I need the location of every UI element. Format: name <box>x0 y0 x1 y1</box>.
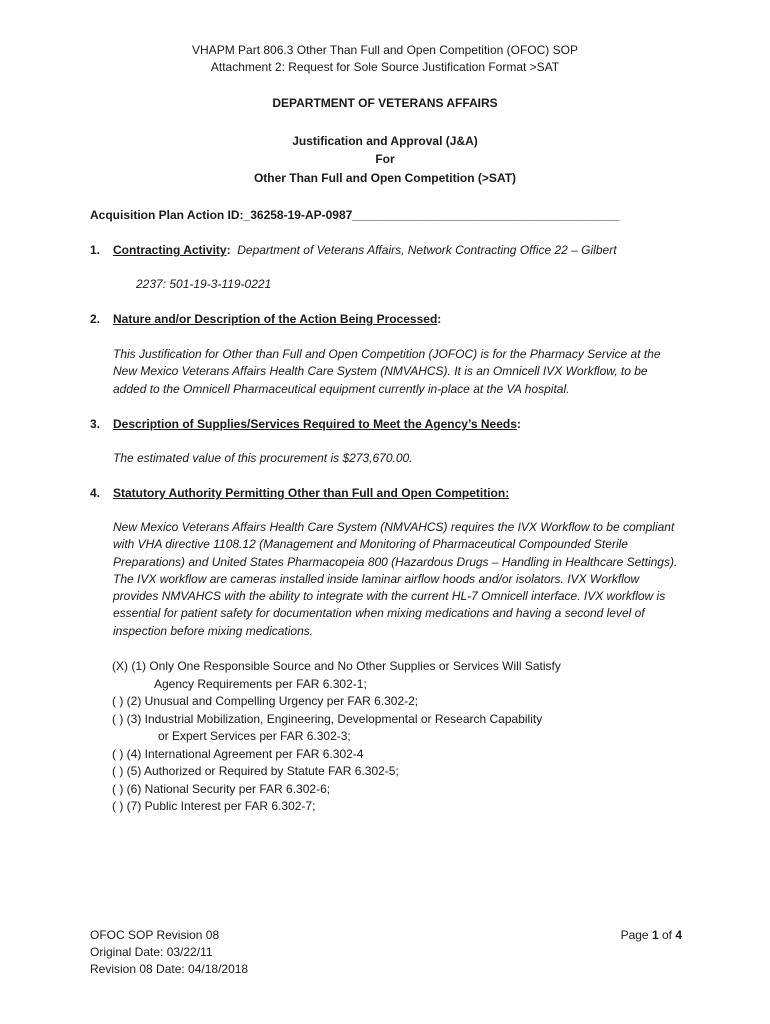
acquisition-label: Acquisition Plan Action ID:_36258-19-AP-0987 <box>90 208 353 222</box>
header-line-1: VHAPM Part 806.3 Other Than Full and Open Competition (OFOC) SOP <box>192 43 578 57</box>
authority-option-2: ( ) (2) Unusual and Compelling Urgency per FAR 6.302-2; <box>112 694 419 708</box>
acquisition-blank: ________________________________________ <box>352 208 620 222</box>
authority-option-7: ( ) (7) Public Interest per FAR 6.302-7; <box>112 799 316 813</box>
department-heading: DEPARTMENT OF VETERANS AFFAIRS <box>272 96 498 110</box>
page-current: 1 <box>651 928 659 942</box>
authority-option-3-continued: or Expert Services per FAR 6.302-3; <box>158 729 351 743</box>
header-line-2: Attachment 2: Request for Sole Source Justification Format >SAT <box>210 60 560 74</box>
title-line-2: For <box>375 152 395 166</box>
section-1-text-continued: 2237: 501-19-3-119-0221 <box>136 277 272 291</box>
section-2-number: 2. <box>90 312 101 326</box>
page-total: 4 <box>675 928 682 942</box>
authority-option-6: ( ) (6) National Security per FAR 6.302-6; <box>112 782 331 796</box>
section-2-text: This Justification for Other than Full and Open Competition (JOFOC) is for the Pharmacy Service at the New Mexico Veterans Affairs Health Care System (NMVAHCS). It is an Omnicell IVX Workflow, to be added to the Omnicell Pharmaceutical equipment currently in-place at the VA hospital. <box>113 347 661 396</box>
section-1-text: Department of Veterans Affairs, Network Contracting Office 22 – Gilbert <box>237 243 617 257</box>
section-3-heading-text: Description of Supplies/Services Required to Meet the Agency’s Needs <box>113 417 517 431</box>
section-4-text: New Mexico Veterans Affairs Health Care System (NMVAHCS) requires the IVX Workflow to be compliant with VHA directive 1108.12 (Management and Monitoring of Pharmaceutical Compounded Sterile Preparations) and United States Pharmacopeia 800 (Hazardous Drugs – Handling in Healthcare Settings). The IVX workflow are cameras installed inside laminar airflow hoods and/or isolators. IVX Workflow provides NMVAHCS with the ability to integrate with the current HL-7 Omnicell interface. IVX workflow is essential for patient safety for documentation when mixing medications and having a second level of inspection before mixing medications. <box>113 520 678 638</box>
section-2-heading <box>113 311 441 328</box>
section-3-colon: : <box>516 417 521 431</box>
authority-option-1-continued: Agency Requirements per FAR 6.302-1; <box>154 677 367 691</box>
footer-revision-date: Revision 08 Date: 04/18/2018 <box>90 962 249 976</box>
section-3-heading <box>113 416 521 433</box>
page-of: of <box>658 928 676 942</box>
section-4-heading-text: Statutory Authority Permitting Other than Full and Open Competition: <box>113 486 510 500</box>
section-2-heading-text: Nature and/or Description of the Action Being Processed <box>113 312 438 326</box>
authority-option-5: ( ) (5) Authorized or Required by Statute FAR 6.302-5; <box>112 764 399 778</box>
section-3-number: 3. <box>90 417 101 431</box>
section-1-heading-text: Contracting Activity <box>113 243 227 257</box>
footer-original-date: Original Date: 03/22/11 <box>90 945 213 959</box>
title-line-3: Other Than Full and Open Competition (>SAT) <box>253 171 517 185</box>
authority-option-1: (X) (1) Only One Responsible Source and No Other Supplies or Services Will Satisfy <box>112 659 561 673</box>
authority-option-3: ( ) (3) Industrial Mobilization, Engineering, Developmental or Research Capability <box>112 712 543 726</box>
section-1-colon: : <box>226 243 231 257</box>
page-number <box>621 927 682 944</box>
section-1-heading <box>113 242 617 259</box>
section-2-colon: : <box>437 312 442 326</box>
section-4-heading <box>113 485 509 502</box>
title-line-1: Justification and Approval (J&A) <box>292 134 478 148</box>
acquisition-plan-id <box>90 207 619 224</box>
page-prefix: Page <box>620 928 652 942</box>
section-3-text: The estimated value of this procurement is $273,670.00. <box>113 451 413 465</box>
section-1-number: 1. <box>90 243 101 257</box>
section-4-number: 4. <box>90 486 101 500</box>
footer-revision: OFOC SOP Revision 08 <box>90 928 220 942</box>
authority-option-4: ( ) (4) International Agreement per FAR 6.302-4 <box>112 747 364 761</box>
